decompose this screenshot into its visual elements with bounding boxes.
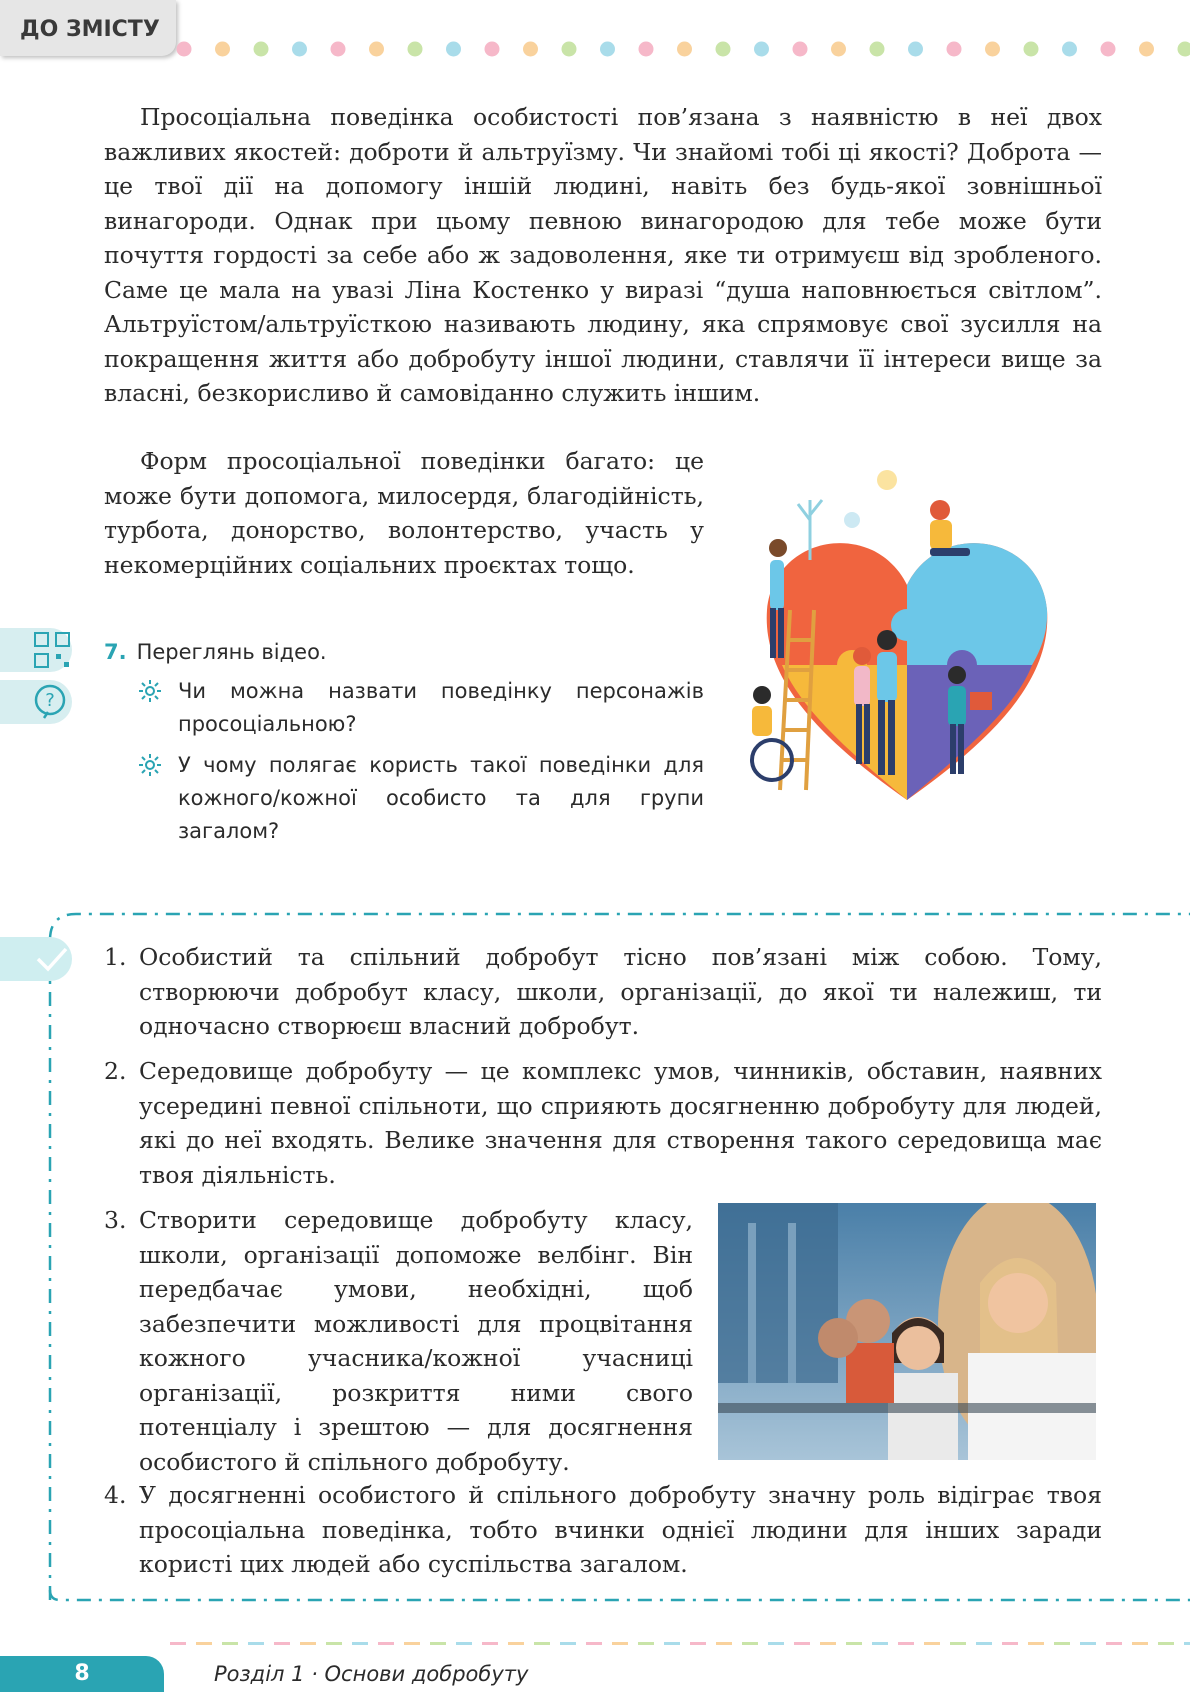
question-number: 7. <box>104 640 127 664</box>
footer-dash-segment <box>508 1642 524 1645</box>
footer-dash-segment <box>638 1642 654 1645</box>
footer-dash-segment <box>1054 1642 1070 1645</box>
footer-dash-segment <box>274 1642 290 1645</box>
bullet-text: У чому полягає користь такої поведінки для кожного/кожної особисто та для групи загалом? <box>178 753 704 843</box>
footer-dash-segment <box>976 1642 992 1645</box>
footer-dash-segment <box>404 1642 420 1645</box>
bullet-text: Чи можна назвати поведінку персонажів просоціальною? <box>178 679 704 736</box>
footer-dash-segment <box>1158 1642 1174 1645</box>
footer-dash-segment <box>846 1642 862 1645</box>
decorative-dot <box>908 42 923 57</box>
decorative-dot <box>985 42 1000 57</box>
question-icon <box>30 682 70 722</box>
footer-dash-segment <box>248 1642 264 1645</box>
decorative-dot <box>677 42 692 57</box>
decorative-dot <box>331 42 346 57</box>
decorative-dot <box>1139 42 1154 57</box>
qr-code-tab[interactable] <box>0 628 72 672</box>
decorative-dot <box>754 42 769 57</box>
summary-number: 2. <box>104 1054 126 1089</box>
question-bullet <box>104 675 704 741</box>
footer-dash-segment <box>820 1642 836 1645</box>
footer-dash-segment <box>1080 1642 1096 1645</box>
footer-dash-segment <box>534 1642 550 1645</box>
decorative-dot <box>793 42 808 57</box>
footer-dash-segment <box>664 1642 680 1645</box>
footer-dash-segment <box>196 1642 212 1645</box>
footer-dash-segment <box>794 1642 810 1645</box>
footer-dash-segment <box>222 1642 238 1645</box>
section-title: Розділ 1 · Основи добробуту <box>214 1656 528 1692</box>
footer-dash-segment <box>898 1642 914 1645</box>
paragraph-forms: Форм просоціальної поведінки багато: це може бути допомога, милосердя, благодійність, турбота, донорство, волонтерство, участь у некомерційних соціальних проєктах тощо. <box>104 444 704 582</box>
decorative-dot <box>1062 42 1077 57</box>
summary-number: 1. <box>104 940 126 975</box>
footer-dash-segment <box>482 1642 498 1645</box>
decorative-dot <box>369 42 384 57</box>
svg-text:?: ? <box>45 690 55 711</box>
decorative-dots <box>176 40 1190 58</box>
footer-dash-segment <box>326 1642 342 1645</box>
footer-dash-segment <box>716 1642 732 1645</box>
decorative-dot <box>562 42 577 57</box>
decorative-dot <box>1178 42 1190 57</box>
decorative-dot <box>1101 42 1116 57</box>
question-tab[interactable] <box>0 680 72 724</box>
footer-dash-segment <box>352 1642 368 1645</box>
footer-dash-segment <box>1028 1642 1044 1645</box>
footer-dash-segment <box>378 1642 394 1645</box>
footer-dash-segment <box>742 1642 758 1645</box>
footer-dash-segment <box>872 1642 888 1645</box>
footer-dash-segment <box>950 1642 966 1645</box>
summary-item: Створити середовище добробуту класу, школи, організації допоможе велбінг. Він передбачає умови, необхідні, щоб забезпечити можливості для процвітання кожного учасника/кожної учасниці організації, розкриття ними свого потенціалу і зрештою — для досягнення особистого й спільного добробуту. <box>139 1203 693 1479</box>
decorative-dot <box>831 42 846 57</box>
decorative-dot <box>446 42 461 57</box>
footer-dash-segment <box>586 1642 602 1645</box>
footer-dash-segment <box>1184 1642 1190 1645</box>
footer-dash-segment <box>924 1642 940 1645</box>
decorative-dot <box>485 42 500 57</box>
group-photo <box>718 1203 1096 1460</box>
decorative-dot <box>215 42 230 57</box>
check-icon <box>32 941 72 977</box>
check-tab <box>0 937 72 981</box>
summary-number: 3. <box>104 1203 126 1238</box>
summary-number: 4. <box>104 1478 126 1513</box>
footer-dashed-line <box>0 1641 1190 1647</box>
decorative-dot <box>716 42 731 57</box>
decorative-dot <box>408 42 423 57</box>
toc-link[interactable]: ДО ЗМІСТУ <box>0 0 176 56</box>
footer-dash-segment <box>690 1642 706 1645</box>
sun-bullet-icon <box>138 679 162 703</box>
question-heading <box>104 637 704 667</box>
footer-dash-segment <box>612 1642 628 1645</box>
decorative-dot <box>639 42 654 57</box>
sun-bullet-icon <box>138 753 162 777</box>
decorative-dot <box>870 42 885 57</box>
qr-code-icon <box>32 630 72 670</box>
footer-dash-segment <box>430 1642 446 1645</box>
decorative-dot <box>947 42 962 57</box>
question-bullet <box>104 749 704 848</box>
summary-item: Середовище добробуту — це комплекс умов, чинників, обставин, наявних усередині певної спільноти, що сприяють досягненню добробуту для людей, які до неї входять. Велике значення для створення такого середовища має твоя діяльність. <box>139 1054 1102 1192</box>
footer-dash-segment <box>1002 1642 1018 1645</box>
decorative-dot <box>523 42 538 57</box>
footer-dash-segment <box>768 1642 784 1645</box>
summary-item: Особистий та спільний добробут тісно пов’язані між собою. Тому, створюючи добробут класу, школи, організації, до якої ти належиш, ти одночасно створюєш власний добробут. <box>139 940 1102 1044</box>
summary-item: У досягненні особистого й спільного добробуту значну роль відіграє твоя просоціальна поведінка, тобто вчинки однієї людини для інших заради користі цих людей або суспільства загалом. <box>139 1478 1102 1582</box>
footer-dash-segment <box>1106 1642 1122 1645</box>
decorative-dot <box>600 42 615 57</box>
page-number: 8 <box>0 1656 164 1692</box>
footer-dash-segment <box>300 1642 316 1645</box>
footer-dash-segment <box>170 1642 186 1645</box>
decorative-dot <box>177 42 192 57</box>
paragraph-prosocial: Просоціальна поведінка особистості пов’язана з наявністю в неї двох важливих якостей: доброти й альтруїзму. Чи знайомі тобі ці якості? Доброта — це твої дії на допомогу іншій людині, навіть без будь-якої зовнішньої винагороди. Однак при цьому певною винагородою для тебе може бути почуття гордості за себе або ж задоволення, яке ти отримуєш від зробленого. Саме це мала на увазі Ліна Костенко у виразі “душа наповнюється світлом”. Альтруїстом/альтруїсткою називають людину, яка спрямовує свої зусилля на покращення життя або добробуту іншої людини, ставлячи її інтереси вище за власні, безкорисливо й самовіданно служить іншим. <box>104 100 1102 411</box>
footer-dash-segment <box>560 1642 576 1645</box>
decorative-dot <box>292 42 307 57</box>
footer-dash-segment <box>456 1642 472 1645</box>
decorative-dot <box>254 42 269 57</box>
puzzle-heart-illustration <box>722 460 1092 840</box>
question-block <box>104 637 704 848</box>
question-text: Переглянь відео. <box>137 640 327 664</box>
footer-dash-segment <box>1132 1642 1148 1645</box>
decorative-dot <box>1024 42 1039 57</box>
